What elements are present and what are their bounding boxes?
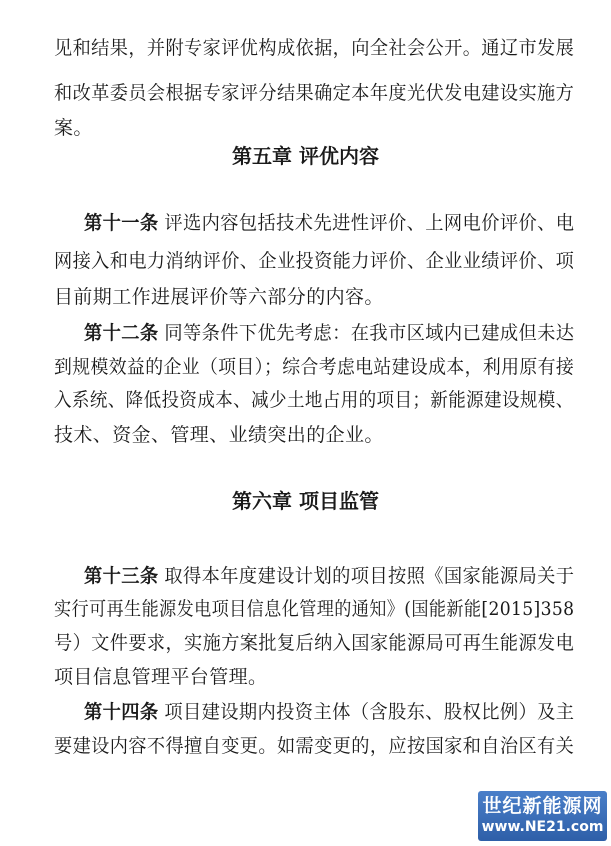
- paragraph-line: 网接入和电力消纳评价、企业投资能力评价、企业业绩评价、项: [54, 250, 575, 272]
- site-watermark-logo: [478, 791, 607, 841]
- article-text: 项目建设期内投资主体（含股东、股权比例）及主: [164, 701, 575, 723]
- article-11-first-line: [84, 210, 574, 236]
- article-label: 第十一条: [84, 212, 159, 234]
- watermark-url: www.NE21.com: [481, 819, 604, 835]
- article-14-first-line: [84, 699, 574, 725]
- article-label: 第十四条: [84, 701, 159, 723]
- paragraph-line: 见和结果，并附专家评优构成依据，向全社会公开。通辽市发展: [54, 37, 575, 59]
- paragraph-line: 和改革委员会根据专家评分结果确定本年度光伏发电建设实施方: [54, 82, 575, 104]
- article-label: 第十二条: [84, 322, 159, 344]
- paragraph-line: 项目信息管理平台管理。: [54, 666, 268, 688]
- paragraph-line: 号）文件要求，实施方案批复后纳入国家能源局可再生能源发电: [54, 632, 575, 654]
- article-13-first-line: [84, 563, 574, 589]
- article-text: 评选内容包括技术先进性评价、上网电价评价、电: [164, 212, 575, 234]
- paragraph-line: 目前期工作进展评价等六部分的内容。: [54, 286, 384, 308]
- paragraph-line: 技术、资金、管理、业绩突出的企业。: [54, 424, 384, 446]
- article-label: 第十三条: [84, 565, 159, 587]
- paragraph-line: 入系统、降低投资成本、减少土地占用的项目；新能源建设规模、: [54, 389, 574, 411]
- paragraph-line: 案。: [54, 117, 93, 139]
- chapter-heading-6: 第六章 项目监管: [232, 489, 379, 513]
- article-text: 取得本年度建设计划的项目按照《国家能源局关于: [164, 565, 575, 587]
- watermark-name: 世纪新能源网: [482, 795, 603, 817]
- article-12-first-line: [84, 320, 574, 346]
- chapter-heading-5: 第五章 评优内容: [232, 144, 379, 168]
- paragraph-line: 实行可再生能源发电项目信息化管理的通知》(国能新能[2015]358: [54, 598, 575, 620]
- paragraph-line: 要建设内容不得擅自变更。如需变更的，应按国家和自治区有关: [54, 735, 575, 757]
- article-text: 同等条件下优先考虑：在我市区域内已建成但未达: [164, 322, 575, 344]
- paragraph-line: 到规模效益的企业（项目）；综合考虑电站建设成本，利用原有接: [54, 356, 575, 378]
